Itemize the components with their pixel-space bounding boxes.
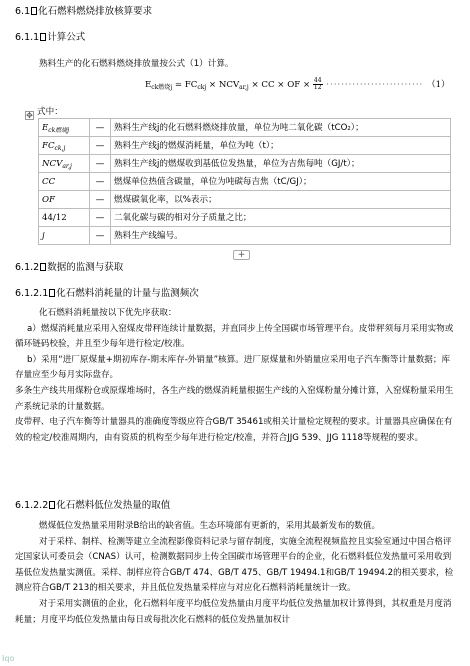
paragraph: 皮带秤、电子汽车衡等计量器具的准确度等级应符合GB/T 35461或相关计量检定规程的要求。计量器具应确保在有效的检定/校准周期内，由有资质的机构至少每年进行检定/校准，并符合JJG 539、JJG 1118等规程的要求。	[15, 417, 453, 443]
definition-symbol: $E_{ck燃烧j}$	[39, 119, 90, 137]
paragraph: 对于采样、制样、检测等建立全流程影像资料记录与留存制度，实施全流程视频监控且实验室通过中国合格评定国家认可委员会（CNAS）认可，检测数据同步上传全国碳市场管理平台的企业，化石燃料低位发热量可采用收到基低位发热量实测值。采样、制样应符合GB/T 474、GB/T 475、GB/T 19494.1和GB/T 19494.2的相关要求，检测应符合GB/T 213的相关要求，并且低位发热量采样应与对应化石燃料消耗量统计一致。	[15, 536, 454, 594]
definition-description: 熟料生产线j的化石燃料燃烧排放量，单位为吨二氧化碳（tCO₂）；	[111, 119, 451, 137]
definition-dash: —	[90, 137, 111, 155]
definition-row	[39, 137, 451, 155]
definition-description: 熟料生产线编号。	[111, 227, 451, 245]
placeholder-box-icon	[49, 501, 55, 509]
subsection-title: 6.1.2 数据的监测与获取	[15, 262, 124, 273]
definition-symbol: $NCV_{ar,j}$	[39, 155, 90, 173]
definition-description: 燃煤单位热值含碳量，单位为吨碳每吉焦（tC/GJ）；	[111, 173, 451, 191]
formula: $E_{ck燃烧j} = FC_{ckj} \times NCV_{ar,j}$ × CC × OF × $\frac{44}{12}$ ·························· （1）	[145, 77, 450, 91]
definition-dash: —	[90, 119, 111, 137]
intro-text: 熟料生产的化石燃料燃烧排放量按公式（1）计算。	[39, 59, 234, 69]
definition-row	[39, 227, 451, 245]
body-section-1	[15, 306, 455, 446]
paragraph: b）采用“进厂原煤量+期初库存-期末库存-外销量”核算。进厂原煤量和外销量应采用电子汽车衡等计量数据；库存量应至少每月实际盘存。	[15, 354, 451, 381]
definition-description: 熟料生产线j的燃煤消耗量，单位为吨（t）；	[111, 137, 451, 155]
definition-dash: —	[90, 191, 111, 209]
placeholder-box-icon	[40, 33, 46, 41]
table-move-handle-icon[interactable]: ✥	[26, 111, 33, 120]
definition-symbol: $FC_{ck,j}$	[39, 137, 90, 155]
paragraph: 燃煤低位发热量采用附录B给出的缺省值。生态环境部有更新的，采用其最新发布的数值。	[39, 521, 381, 531]
paragraph: a）燃煤消耗量应采用入窑煤皮带秤连续计量数据，并直同步上传全国碳市场管理平台。皮带秤须每月采用实物或循环链码校验，并且至少每年进行检定/校准。	[15, 323, 454, 350]
watermark: Iqo	[2, 654, 15, 663]
definition-description: 二氧化碳与碳的相对分子质量之比；	[111, 209, 451, 227]
definition-row	[39, 209, 451, 227]
paragraph: 多条生产线共用煤粉仓或原煤堆场时，各生产线的燃煤消耗量根据生产线的入窑煤粉量分摊计算，入窑煤粉量采用生产系统记录的计量数据。	[15, 385, 454, 412]
definition-row	[39, 155, 451, 173]
definition-row	[39, 119, 451, 137]
placeholder-box-icon	[31, 7, 37, 15]
paragraph: 对于采用实测值的企业，化石燃料年度平均低位发热量由月度平均低位发热量加权计算得到，其权重是月度消耗量；月度平均低位发热量由每日或每批次化石燃料的低位发热量加权计	[15, 598, 452, 625]
fraction: $\frac{44}{12}$	[313, 77, 322, 91]
definition-row	[39, 173, 451, 191]
definition-symbol: 44/12	[39, 209, 90, 227]
definition-dash: —	[90, 173, 111, 191]
definition-dash: —	[90, 155, 111, 173]
subsection-title: 6.1.2.1 化石燃料消耗量的计量与监测频次	[15, 288, 199, 299]
definition-symbol: CC	[39, 173, 90, 191]
definition-dash: —	[90, 209, 111, 227]
definition-row	[39, 191, 451, 209]
section-title: 6.1 化石燃料燃烧排放核算要求	[15, 6, 153, 17]
definition-dash: —	[90, 227, 111, 245]
subsection-title: 6.1.2.2 化石燃料低位发热量的取值	[15, 500, 171, 511]
definition-symbol: OF	[39, 191, 90, 209]
placeholder-box-icon	[40, 263, 46, 271]
leader-dots: ··························	[322, 80, 428, 90]
placeholder-box-icon	[49, 289, 55, 297]
definitions-table	[38, 118, 451, 245]
body-section-2	[15, 519, 455, 628]
paragraph: 化石燃料消耗量按以下优先序获取：	[39, 308, 177, 318]
add-row-button[interactable]: +	[233, 250, 250, 260]
definition-description: 燃煤碳氧化率，以%表示；	[111, 191, 451, 209]
definition-symbol: j	[39, 227, 90, 245]
definition-description: 熟料生产线j的燃煤收到基低位发热量，单位为吉焦每吨（GJ/t）；	[111, 155, 451, 173]
where-label: 式中：	[37, 107, 63, 117]
subsection-title: 6.1.1 计算公式	[15, 32, 86, 43]
